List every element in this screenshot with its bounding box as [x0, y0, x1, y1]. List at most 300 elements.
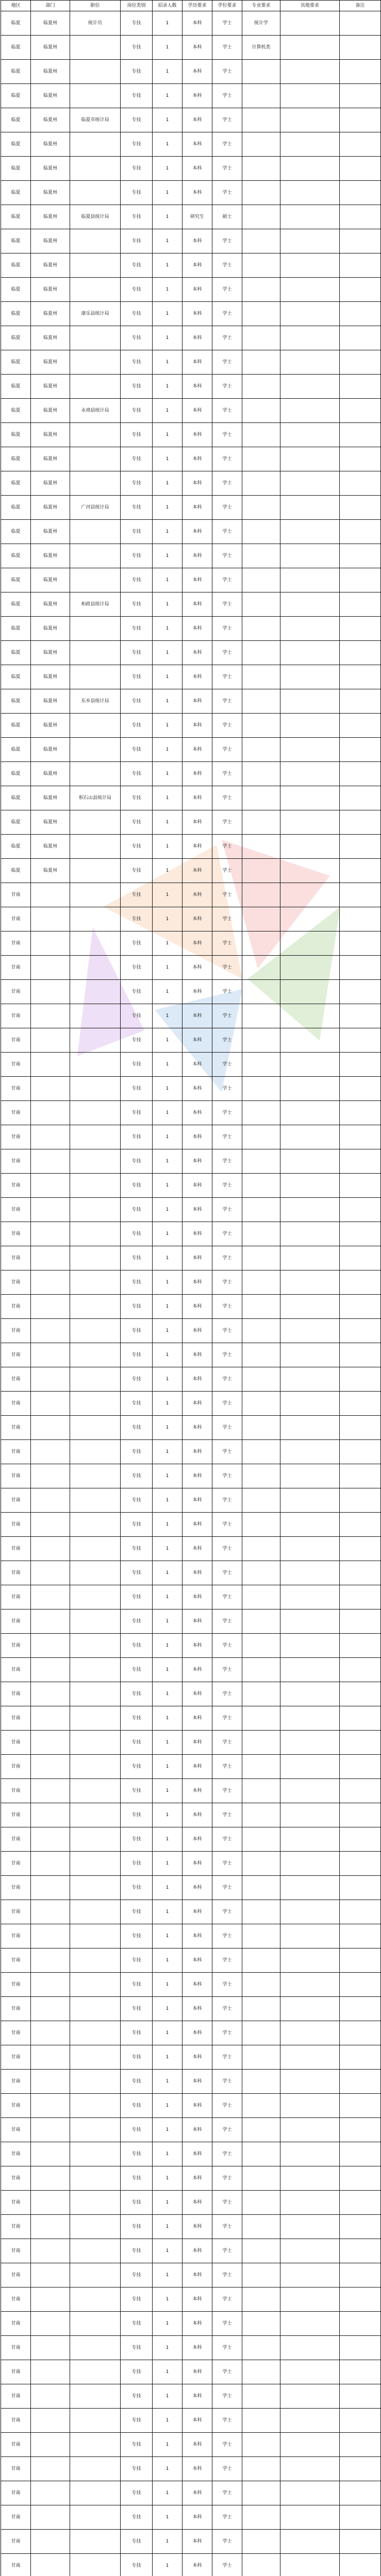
- table-cell: 学士: [212, 1924, 242, 1948]
- table-cell: 本科: [183, 1367, 212, 1392]
- table-cell: 临夏州: [31, 568, 70, 592]
- table-row: [1, 60, 381, 84]
- table-cell: [340, 2433, 381, 2457]
- table-cell: 1: [153, 471, 183, 496]
- table-cell: [31, 2336, 70, 2360]
- table-cell: 1: [153, 1149, 183, 1174]
- table-cell: [340, 375, 381, 399]
- table-cell: 临夏: [1, 108, 31, 132]
- table-cell: 甘南: [1, 1852, 31, 1876]
- table-cell: [70, 2554, 121, 2576]
- table-cell: [242, 1803, 280, 1827]
- table-cell: [242, 60, 280, 84]
- table-cell: 学士: [212, 2045, 242, 2070]
- table-row: [1, 2505, 381, 2530]
- table-cell: [70, 2166, 121, 2191]
- header-cell: 招录人数: [153, 1, 183, 11]
- table-header-row: [1, 1, 381, 11]
- table-cell: [340, 544, 381, 568]
- table-cell: [340, 1295, 381, 1319]
- table-cell: 1: [153, 60, 183, 84]
- table-cell: [280, 786, 340, 810]
- table-cell: 学士: [212, 859, 242, 883]
- table-cell: 甘南: [1, 2191, 31, 2215]
- table-cell: [340, 1198, 381, 1222]
- table-cell: [340, 2336, 381, 2360]
- table-cell: 1: [153, 883, 183, 907]
- table-cell: 本科: [183, 738, 212, 762]
- table-row: [1, 617, 381, 641]
- table-cell: 甘南: [1, 2360, 31, 2384]
- table-cell: 1: [153, 2554, 183, 2576]
- table-cell: 1: [153, 1004, 183, 1028]
- table-cell: [31, 2239, 70, 2263]
- table-cell: [242, 956, 280, 980]
- table-cell: 专技: [121, 617, 153, 641]
- table-cell: 学士: [212, 423, 242, 447]
- table-cell: [31, 1779, 70, 1803]
- table-cell: 专技: [121, 157, 153, 181]
- table-cell: 本科: [183, 2287, 212, 2312]
- table-cell: 专技: [121, 1101, 153, 1125]
- table-cell: [70, 2070, 121, 2094]
- table-cell: [280, 2142, 340, 2166]
- table-cell: 学士: [212, 689, 242, 714]
- table-cell: [70, 1779, 121, 1803]
- table-cell: [280, 157, 340, 181]
- table-cell: [70, 1706, 121, 1731]
- table-cell: [280, 1537, 340, 1561]
- table-cell: [340, 2530, 381, 2554]
- table-cell: [242, 1246, 280, 1270]
- table-cell: 甘南: [1, 2530, 31, 2554]
- table-cell: 本科: [183, 1852, 212, 1876]
- table-cell: [70, 1488, 121, 1513]
- table-cell: [340, 1973, 381, 1997]
- table-cell: 专技: [121, 1270, 153, 1295]
- table-cell: [242, 278, 280, 302]
- table-cell: 1: [153, 1900, 183, 1924]
- table-cell: 1: [153, 1392, 183, 1416]
- table-row: [1, 1004, 381, 1028]
- table-cell: [280, 2045, 340, 2070]
- table-cell: [31, 2094, 70, 2118]
- table-cell: [280, 11, 340, 36]
- table-cell: [280, 496, 340, 520]
- table-cell: 专技: [121, 1392, 153, 1416]
- table-cell: 甘南: [1, 2312, 31, 2336]
- table-cell: 本科: [183, 1948, 212, 1973]
- table-cell: 临夏州: [31, 253, 70, 278]
- table-cell: 1: [153, 2045, 183, 2070]
- table-cell: 甘南: [1, 1149, 31, 1174]
- table-cell: 专技: [121, 447, 153, 471]
- table-row: [1, 447, 381, 471]
- table-cell: [70, 665, 121, 689]
- table-cell: 甘南: [1, 1585, 31, 1609]
- table-cell: 学士: [212, 278, 242, 302]
- table-row: [1, 520, 381, 544]
- table-cell: [70, 253, 121, 278]
- table-cell: [340, 1343, 381, 1367]
- table-cell: [280, 1367, 340, 1392]
- table-cell: 专技: [121, 1053, 153, 1077]
- table-cell: [70, 1222, 121, 1246]
- table-cell: 专技: [121, 1537, 153, 1561]
- table-cell: [340, 617, 381, 641]
- table-cell: 本科: [183, 2239, 212, 2263]
- table-cell: [70, 1948, 121, 1973]
- table-cell: 甘南: [1, 1174, 31, 1198]
- table-cell: 临夏: [1, 835, 31, 859]
- table-row: [1, 1513, 381, 1537]
- table-cell: [70, 1827, 121, 1852]
- table-cell: 本科: [183, 1004, 212, 1028]
- table-cell: [70, 2142, 121, 2166]
- table-cell: [31, 1537, 70, 1561]
- table-cell: 本科: [183, 1609, 212, 1634]
- table-cell: 临夏州: [31, 205, 70, 229]
- table-cell: 学士: [212, 2094, 242, 2118]
- table-cell: [280, 2094, 340, 2118]
- table-cell: [242, 205, 280, 229]
- table-cell: [242, 568, 280, 592]
- table-cell: 1: [153, 2191, 183, 2215]
- table-cell: 临夏州: [31, 835, 70, 859]
- table-cell: 本科: [183, 2045, 212, 2070]
- table-cell: 专技: [121, 786, 153, 810]
- table-cell: [280, 1028, 340, 1053]
- table-cell: 甘南: [1, 1948, 31, 1973]
- table-cell: 1: [153, 2312, 183, 2336]
- table-cell: 1: [153, 1852, 183, 1876]
- table-cell: 专技: [121, 810, 153, 835]
- table-cell: 1: [153, 278, 183, 302]
- table-cell: [340, 36, 381, 60]
- table-cell: [340, 1609, 381, 1634]
- table-cell: [70, 2287, 121, 2312]
- table-cell: [280, 205, 340, 229]
- table-cell: [242, 2384, 280, 2409]
- table-cell: [242, 1900, 280, 1924]
- table-cell: 本科: [183, 956, 212, 980]
- table-cell: 学士: [212, 738, 242, 762]
- table-cell: [280, 1513, 340, 1537]
- table-cell: 甘南: [1, 1561, 31, 1585]
- table-cell: [242, 253, 280, 278]
- table-cell: 临夏: [1, 520, 31, 544]
- table-cell: [340, 980, 381, 1004]
- table-row: [1, 810, 381, 835]
- table-cell: 1: [153, 2409, 183, 2433]
- table-cell: 甘南: [1, 1101, 31, 1125]
- table-cell: 甘南: [1, 1779, 31, 1803]
- table-cell: [340, 1537, 381, 1561]
- table-cell: 专技: [121, 1513, 153, 1537]
- table-cell: 本科: [183, 617, 212, 641]
- table-cell: [340, 2045, 381, 2070]
- table-cell: 1: [153, 907, 183, 931]
- table-cell: [340, 1174, 381, 1198]
- table-cell: 专技: [121, 1755, 153, 1779]
- table-cell: [70, 229, 121, 253]
- table-cell: [242, 1609, 280, 1634]
- table-cell: 本科: [183, 157, 212, 181]
- table-cell: 临夏: [1, 471, 31, 496]
- table-cell: [70, 471, 121, 496]
- table-cell: 临夏州: [31, 132, 70, 157]
- table-cell: 学士: [212, 1682, 242, 1706]
- table-cell: 1: [153, 1101, 183, 1125]
- table-cell: 学士: [212, 714, 242, 738]
- table-cell: [242, 2505, 280, 2530]
- table-cell: [31, 1295, 70, 1319]
- table-cell: [280, 1682, 340, 1706]
- table-cell: [70, 714, 121, 738]
- table-row: [1, 1924, 381, 1948]
- table-cell: 甘南: [1, 1731, 31, 1755]
- table-cell: 本科: [183, 2457, 212, 2481]
- table-cell: 1: [153, 1609, 183, 1634]
- table-cell: [280, 253, 340, 278]
- table-cell: 专技: [121, 1779, 153, 1803]
- table-cell: 学士: [212, 592, 242, 617]
- table-row: [1, 738, 381, 762]
- table-cell: [340, 520, 381, 544]
- table-cell: 专技: [121, 2166, 153, 2191]
- table-cell: [70, 1682, 121, 1706]
- table-cell: 专技: [121, 1634, 153, 1658]
- table-cell: 临夏: [1, 423, 31, 447]
- table-cell: 甘南: [1, 1367, 31, 1392]
- table-cell: 专技: [121, 399, 153, 423]
- table-cell: [280, 1585, 340, 1609]
- table-cell: [280, 1319, 340, 1343]
- table-cell: 本科: [183, 1900, 212, 1924]
- table-cell: 学士: [212, 1755, 242, 1779]
- table-cell: [280, 592, 340, 617]
- table-row: [1, 1416, 381, 1440]
- table-cell: [242, 859, 280, 883]
- table-cell: [70, 278, 121, 302]
- table-row: [1, 1682, 381, 1706]
- table-cell: [340, 738, 381, 762]
- table-cell: 1: [153, 1561, 183, 1585]
- table-row: [1, 2118, 381, 2142]
- table-cell: [31, 1827, 70, 1852]
- table-cell: 学士: [212, 1222, 242, 1246]
- table-cell: [280, 859, 340, 883]
- table-cell: 学士: [212, 544, 242, 568]
- table-cell: [340, 1222, 381, 1246]
- table-cell: [280, 2312, 340, 2336]
- table-cell: 专技: [121, 60, 153, 84]
- table-cell: 1: [153, 2118, 183, 2142]
- table-cell: [70, 2263, 121, 2287]
- table-cell: 甘南: [1, 1609, 31, 1634]
- table-cell: 本科: [183, 1246, 212, 1270]
- table-cell: 专技: [121, 471, 153, 496]
- table-cell: [31, 2263, 70, 2287]
- table-cell: [340, 665, 381, 689]
- table-cell: 甘南: [1, 907, 31, 931]
- table-cell: 专技: [121, 665, 153, 689]
- table-cell: 1: [153, 689, 183, 714]
- table-cell: 本科: [183, 2094, 212, 2118]
- table-cell: [31, 1004, 70, 1028]
- table-cell: 1: [153, 326, 183, 350]
- table-cell: [280, 956, 340, 980]
- table-cell: 本科: [183, 423, 212, 447]
- table-cell: [70, 835, 121, 859]
- table-cell: 甘南: [1, 2505, 31, 2530]
- table-cell: 本科: [183, 1295, 212, 1319]
- table-cell: [70, 350, 121, 375]
- table-row: [1, 1876, 381, 1900]
- table-cell: [340, 956, 381, 980]
- table-cell: [280, 762, 340, 786]
- table-cell: 甘南: [1, 2166, 31, 2191]
- table-cell: 1: [153, 1367, 183, 1392]
- table-cell: [70, 1924, 121, 1948]
- table-cell: 1: [153, 447, 183, 471]
- table-cell: [340, 11, 381, 36]
- table-cell: [31, 2045, 70, 2070]
- table-cell: 1: [153, 2094, 183, 2118]
- table-cell: [70, 2045, 121, 2070]
- table-cell: [280, 835, 340, 859]
- table-cell: [242, 2360, 280, 2384]
- table-cell: 本科: [183, 1077, 212, 1101]
- table-row: [1, 1827, 381, 1852]
- table-cell: 专技: [121, 1367, 153, 1392]
- table-cell: 专技: [121, 1973, 153, 1997]
- table-cell: 1: [153, 1488, 183, 1513]
- table-cell: 1: [153, 617, 183, 641]
- table-cell: [242, 2166, 280, 2191]
- table-cell: [31, 1053, 70, 1077]
- table-cell: [340, 592, 381, 617]
- table-cell: [31, 1876, 70, 1900]
- table-cell: [70, 2409, 121, 2433]
- table-cell: 1: [153, 2215, 183, 2239]
- table-cell: [242, 1561, 280, 1585]
- table-cell: 研究生: [183, 205, 212, 229]
- table-row: [1, 2336, 381, 2360]
- table-cell: [242, 2312, 280, 2336]
- table-cell: [31, 2166, 70, 2191]
- table-cell: [242, 2070, 280, 2094]
- table-row: [1, 2142, 381, 2166]
- table-row: [1, 1900, 381, 1924]
- table-cell: [70, 181, 121, 205]
- table-cell: 本科: [183, 1392, 212, 1416]
- table-cell: [280, 302, 340, 326]
- table-cell: [340, 1997, 381, 2021]
- table-cell: 学士: [212, 1270, 242, 1295]
- table-row: [1, 2433, 381, 2457]
- table-cell: [242, 544, 280, 568]
- table-cell: [31, 1367, 70, 1392]
- table-cell: 甘南: [1, 2021, 31, 2045]
- table-cell: 学士: [212, 1053, 242, 1077]
- table-cell: [242, 1392, 280, 1416]
- table-cell: 1: [153, 592, 183, 617]
- table-cell: [242, 2409, 280, 2433]
- table-cell: [280, 2336, 340, 2360]
- table-cell: 1: [153, 11, 183, 36]
- table-cell: 临夏州: [31, 786, 70, 810]
- table-row: [1, 859, 381, 883]
- table-cell: [70, 1513, 121, 1537]
- table-cell: 1: [153, 1924, 183, 1948]
- table-cell: [70, 2021, 121, 2045]
- table-cell: [340, 568, 381, 592]
- table-cell: [280, 1270, 340, 1295]
- table-cell: 临夏: [1, 641, 31, 665]
- table-row: [1, 350, 381, 375]
- table-cell: [70, 132, 121, 157]
- table-cell: [242, 1488, 280, 1513]
- table-cell: [70, 859, 121, 883]
- table-cell: 1: [153, 714, 183, 738]
- table-cell: [31, 2287, 70, 2312]
- table-cell: 本科: [183, 1440, 212, 1464]
- table-cell: 专技: [121, 2191, 153, 2215]
- table-cell: 临夏: [1, 350, 31, 375]
- table-cell: 本科: [183, 132, 212, 157]
- table-cell: [31, 1149, 70, 1174]
- table-cell: 专技: [121, 1924, 153, 1948]
- table-cell: [340, 2287, 381, 2312]
- table-cell: 本科: [183, 2118, 212, 2142]
- table-cell: [280, 520, 340, 544]
- table-cell: [242, 2263, 280, 2287]
- table-row: [1, 1053, 381, 1077]
- table-cell: 临夏州: [31, 689, 70, 714]
- table-cell: 专技: [121, 2287, 153, 2312]
- header-cell: 学历要求: [183, 1, 212, 11]
- table-cell: 本科: [183, 60, 212, 84]
- table-cell: [70, 2433, 121, 2457]
- table-cell: [242, 1343, 280, 1367]
- table-row: [1, 689, 381, 714]
- table-cell: 学士: [212, 1876, 242, 1900]
- table-cell: 临夏: [1, 496, 31, 520]
- table-cell: [340, 326, 381, 350]
- table-cell: [280, 1149, 340, 1174]
- table-cell: 学士: [212, 1973, 242, 1997]
- table-cell: [280, 1077, 340, 1101]
- table-cell: [70, 2312, 121, 2336]
- table-cell: 专技: [121, 568, 153, 592]
- table-cell: 本科: [183, 2070, 212, 2094]
- table-cell: [31, 2215, 70, 2239]
- table-cell: 专技: [121, 931, 153, 956]
- table-cell: 本科: [183, 762, 212, 786]
- table-cell: 本科: [183, 1731, 212, 1755]
- table-cell: 甘南: [1, 1053, 31, 1077]
- table-cell: 本科: [183, 1464, 212, 1488]
- table-cell: 专技: [121, 205, 153, 229]
- header-cell: 职位: [70, 1, 121, 11]
- table-cell: 学士: [212, 1392, 242, 1416]
- table-cell: 1: [153, 568, 183, 592]
- table-cell: 专技: [121, 2263, 153, 2287]
- table-cell: [340, 1876, 381, 1900]
- table-cell: 1: [153, 2239, 183, 2263]
- table-cell: 学士: [212, 2166, 242, 2191]
